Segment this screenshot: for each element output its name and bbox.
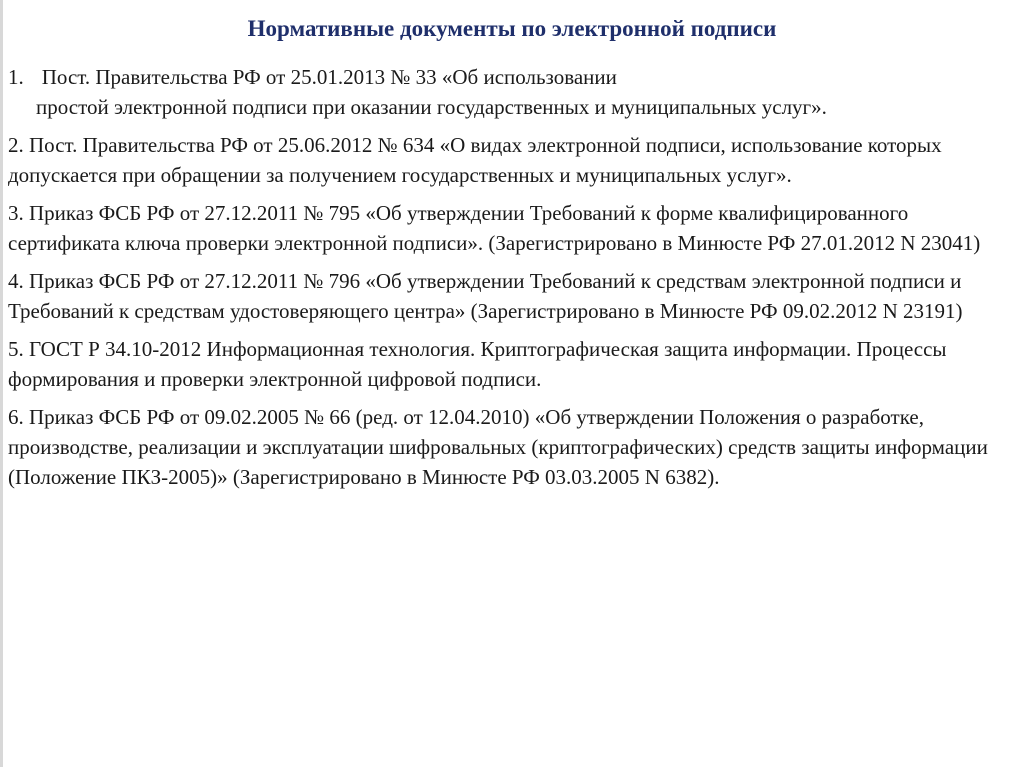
- list-item: [8, 62, 1012, 122]
- document-list: [8, 62, 1012, 500]
- list-item-number: 1.: [8, 65, 24, 89]
- list-item: 5. ГОСТ Р 34.10-2012 Информационная технология. Криптографическая защита информации. Процессы формирования и проверки электронной цифровой подписи.: [8, 337, 947, 391]
- list-item: 6. Приказ ФСБ РФ от 09.02.2005 № 66 (ред. от 12.04.2010) «Об утверждении Положения о разработке, производстве, реализации и эксплуатации шифровальных (криптографических) средств защиты информации (Положение ПКЗ-2005)» (Зарегистрировано в Минюсте РФ 03.03.2005 N 6382).: [8, 405, 988, 489]
- slide-title: Нормативные документы по электронной подписи: [247, 16, 777, 41]
- list-item: 2. Пост. Правительства РФ от 25.06.2012 № 634 «О видах электронной подписи, использование которых допускается при обращении за получением государственных и муниципальных услуг».: [8, 133, 942, 187]
- list-item-line: простой электронной подписи при оказании государственных и муниципальных услуг».: [36, 95, 827, 119]
- list-item: 4. Приказ ФСБ РФ от 27.12.2011 № 796 «Об утверждении Требований к средствам электронной подписи и Требований к средствам удостоверяющего центра» (Зарегистрировано в Минюсте РФ 09.02.2012 N 23191): [8, 269, 963, 323]
- list-item-line: [8, 62, 1012, 92]
- list-item: 3. Приказ ФСБ РФ от 27.12.2011 № 795 «Об утверждении Требований к форме квалифицированного сертификата ключа проверки электронной подписи». (Зарегистрировано в Минюсте РФ 27.01.2012 N 23041): [8, 201, 981, 255]
- list-item-text: Пост. Правительства РФ от 25.01.2013 № 33 «Об использовании: [41, 65, 617, 89]
